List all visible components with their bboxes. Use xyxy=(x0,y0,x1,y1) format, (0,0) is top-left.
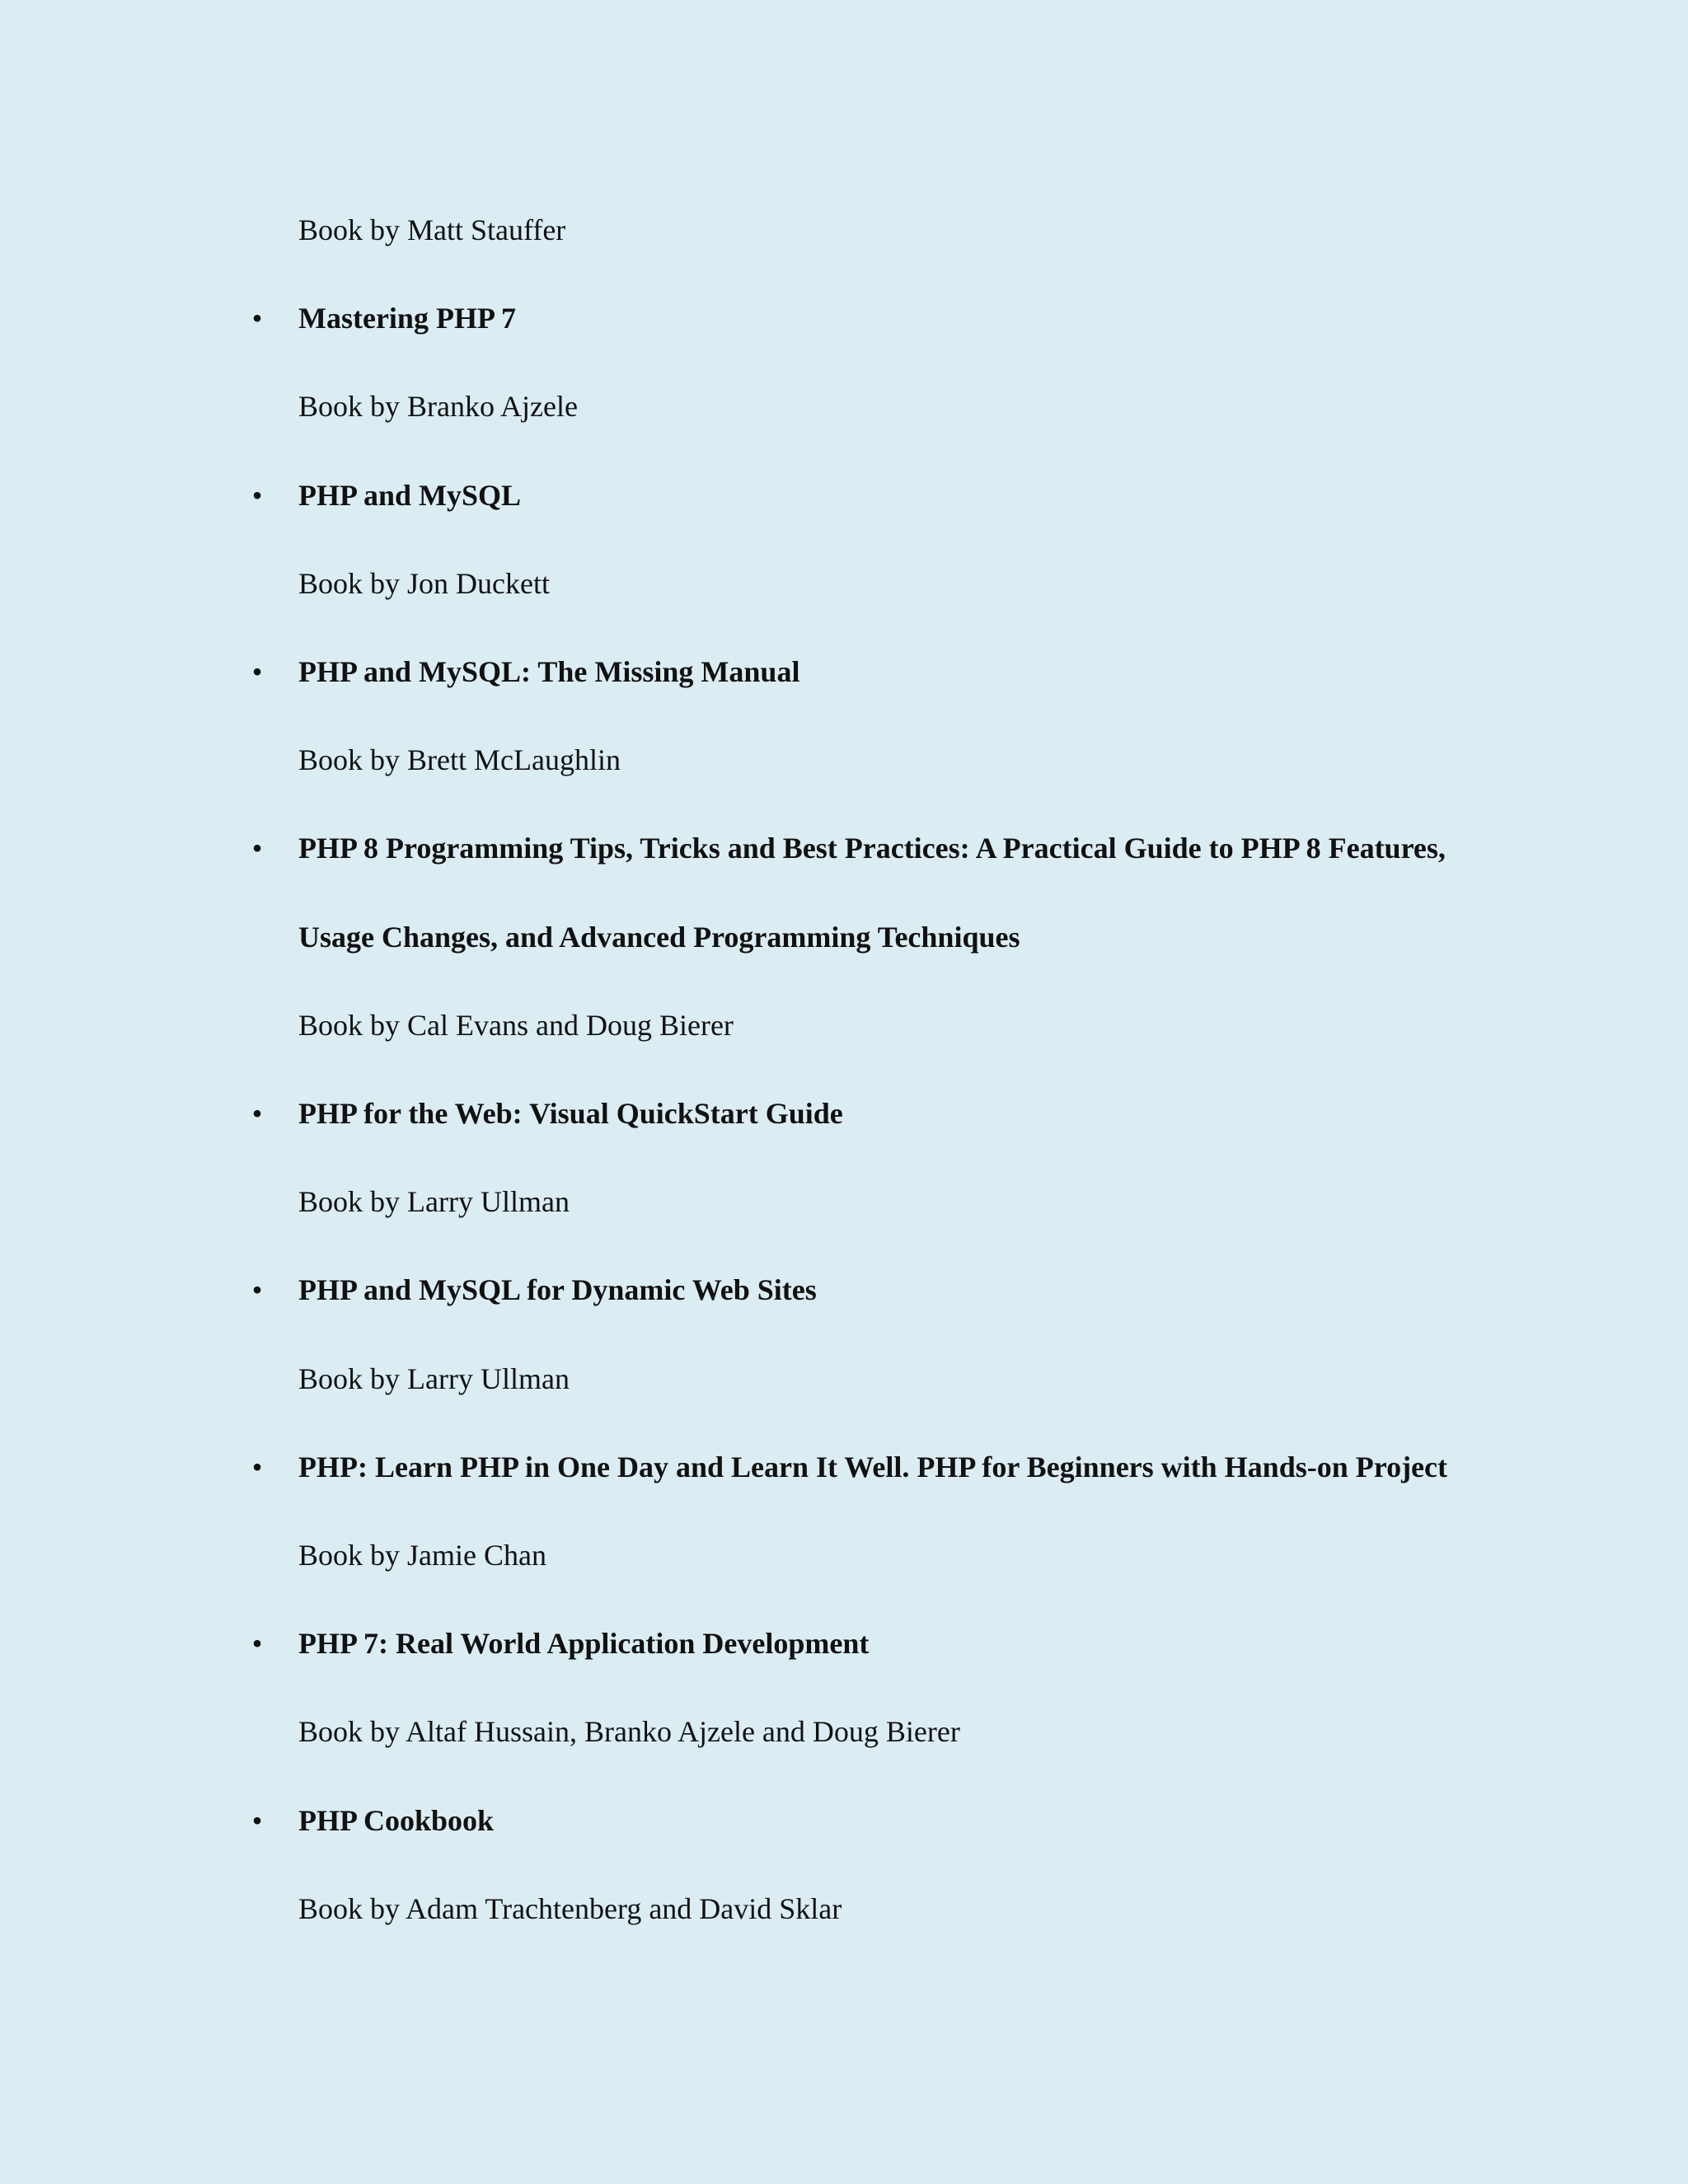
list-item xyxy=(251,1070,1535,1246)
book-author: Book by Cal Evans and Doug Bierer xyxy=(298,1008,734,1042)
list-item xyxy=(251,628,1535,804)
list-item xyxy=(251,1246,1535,1422)
book-author: Book by Jon Duckett xyxy=(298,566,550,600)
bullet-icon: • xyxy=(251,1097,263,1131)
bullet-icon: • xyxy=(251,832,263,865)
book-author: Book by Larry Ullman xyxy=(298,1185,570,1219)
bullet-icon: • xyxy=(251,1627,263,1661)
list-item xyxy=(251,274,1535,451)
book-author: Book by Larry Ullman xyxy=(298,1361,570,1395)
list-item xyxy=(251,452,1535,628)
book-title-line-1: PHP 8 Programming Tips, Tricks and Best Practices: A Practical Guide to PHP 8 Features, xyxy=(298,832,1446,865)
book-title: PHP and MySQL for Dynamic Web Sites xyxy=(298,1273,817,1307)
book-title: Mastering PHP 7 xyxy=(298,302,516,335)
bullet-icon: • xyxy=(251,1803,263,1837)
book-author: Book by Adam Trachtenberg and David Sklar xyxy=(298,1891,842,1925)
list-item xyxy=(251,1600,1535,1776)
list-item xyxy=(251,1423,1535,1600)
book-author: Book by Branko Ajzele xyxy=(298,390,578,424)
list-item xyxy=(251,1777,1535,1953)
book-title: PHP: Learn PHP in One Day and Learn It Well. PHP for Beginners with Hands-on Project xyxy=(298,1450,1447,1483)
book-list xyxy=(251,186,1535,1953)
bullet-icon: • xyxy=(251,1450,263,1483)
book-author: Book by Altaf Hussain, Branko Ajzele and Doug Bierer xyxy=(298,1715,960,1749)
bullet-icon: • xyxy=(251,655,263,689)
list-item xyxy=(298,186,1535,274)
list-item xyxy=(251,804,1535,1070)
bullet-icon: • xyxy=(251,302,263,335)
bullet-icon: • xyxy=(251,1273,263,1307)
book-title: PHP and MySQL: The Missing Manual xyxy=(298,655,800,689)
book-title: PHP Cookbook xyxy=(298,1803,495,1837)
book-title: PHP for the Web: Visual QuickStart Guide xyxy=(298,1097,843,1131)
book-author: Book by Jamie Chan xyxy=(298,1539,546,1572)
book-title: PHP and MySQL xyxy=(298,478,522,512)
book-title: PHP 7: Real World Application Development xyxy=(298,1627,870,1661)
book-author: Book by Matt Stauffer xyxy=(298,213,566,246)
bullet-icon: • xyxy=(251,478,263,512)
book-author: Book by Brett McLaughlin xyxy=(298,743,621,777)
book-title-line-2: Usage Changes, and Advanced Programming Techniques xyxy=(298,920,1020,954)
